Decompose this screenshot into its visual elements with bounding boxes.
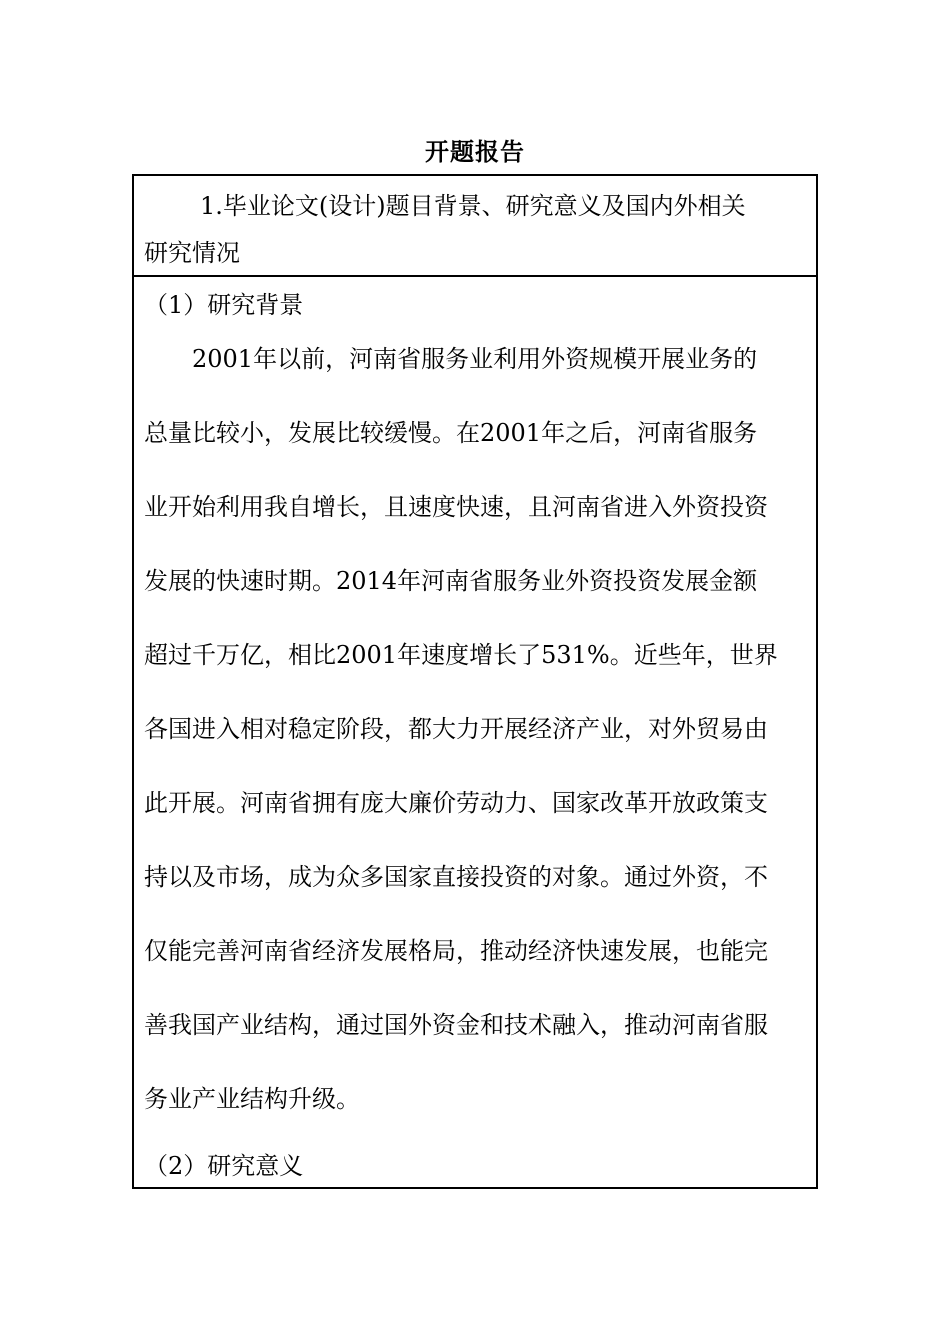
paragraph-line: 务业产业结构升级。 [144,1085,360,1113]
paragraph-line: 超过千万亿，相比2001年速度增长了531%。近些年，世界 [144,641,778,669]
table-body-cell [134,277,816,1187]
report-table [132,174,818,1189]
paragraph-line: 持以及市场，成为众多国家直接投资的对象。通过外资，不 [144,863,768,891]
section-heading-significance: （2）研究意义 [144,1152,304,1180]
header-line-2: 研究情况 [144,239,240,267]
paragraph-line: 发展的快速时期。2014年河南省服务业外资投资发展金额 [144,567,758,595]
table-header-cell [134,176,816,277]
paragraph-line: 善我国产业结构，通过国外资金和技术融入，推动河南省服 [144,1011,768,1039]
paragraph-line: 业开始利用我自增长，且速度快速，且河南省进入外资投资 [144,493,768,521]
paragraph-line: 仅能完善河南省经济发展格局，推动经济快速发展，也能完 [144,937,768,965]
paragraph-line: 2001年以前，河南省服务业利用外资规模开展业务的 [192,345,758,373]
header-line-1: 1.毕业论文(设计)题目背景、研究意义及国内外相关 [200,192,746,220]
paragraph-line: 各国进入相对稳定阶段，都大力开展经济产业，对外贸易由 [144,715,768,743]
section-heading-background: （1）研究背景 [144,291,304,319]
report-title: 开题报告 [425,138,525,166]
paragraph-line: 此开展。河南省拥有庞大廉价劳动力、国家改革开放政策支 [144,789,768,817]
paragraph-line: 总量比较小，发展比较缓慢。在2001年之后，河南省服务 [144,419,758,447]
